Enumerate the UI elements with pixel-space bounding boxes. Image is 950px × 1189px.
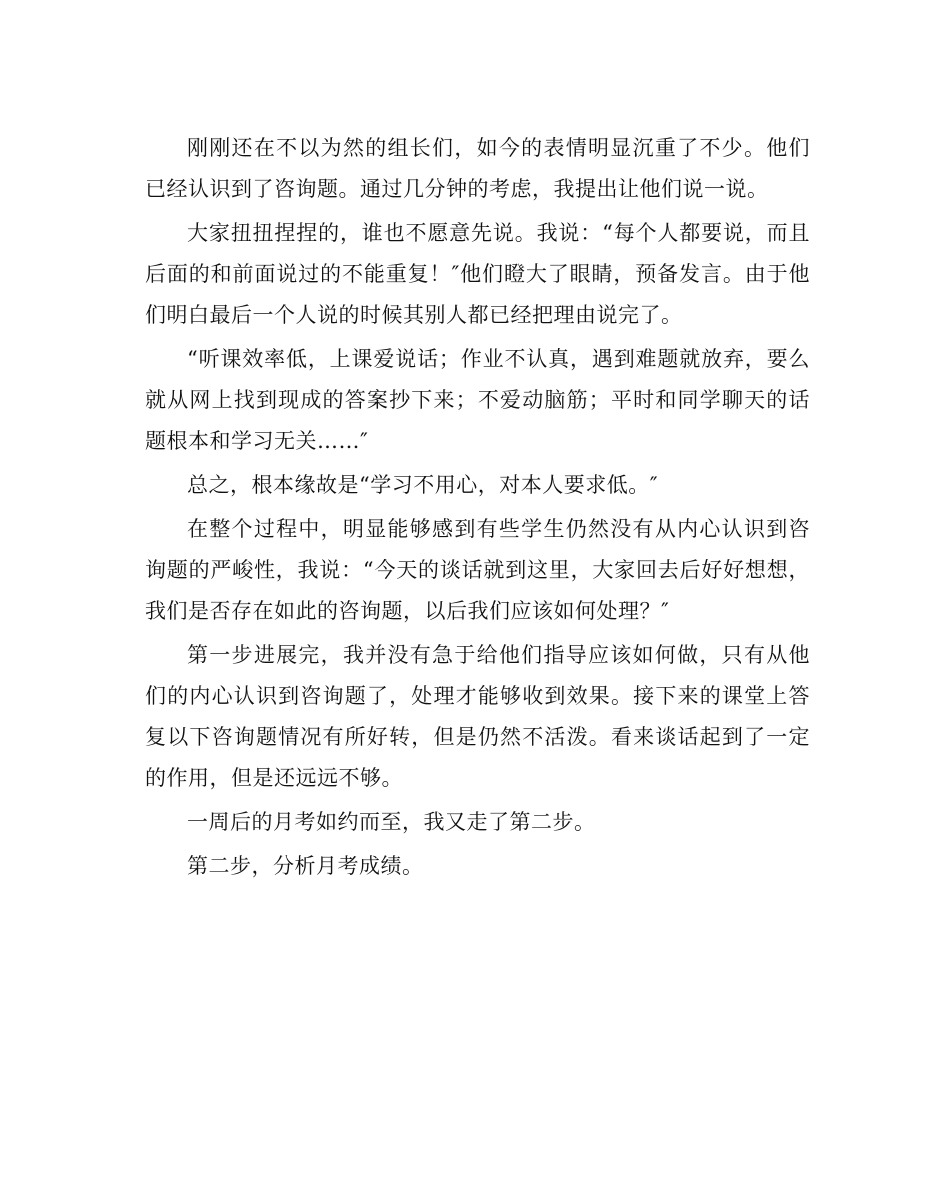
paragraph-2: 大家扭扭捏捏的，谁也不愿意先说。我说：“每个人都要说，而且后面的和前面说过的不能重复！″他们瞪大了眼睛，预备发言。由于他们明白最后一个人说的时候其别人都已经把理由说完了。 (145, 221, 810, 327)
document-body (145, 128, 810, 887)
paragraph-7: 一周后的月考如约而至，我又走了第二步。 (187, 810, 596, 834)
paragraph-4: 总之，根本缘故是“学习不用心，对本人要求低。″ (187, 473, 659, 497)
paragraph-6: 第一步进展完，我并没有急于给他们指导应该如何做，只有从他们的内心认识到咨询题了，处理才能够收到效果。接下来的课堂上答复以下咨询题情况有所好转，但是仍然不活泼。看来谈话起到了一定的作用，但是还远远不够。 (145, 643, 810, 790)
paragraph-5: 在整个过程中，明显能够感到有些学生仍然没有从内心认识到咨询题的严峻性，我说：“今天的谈话就到这里，大家回去后好好想想，我们是否存在如此的咨询题，以后我们应该如何处理？″ (145, 517, 810, 623)
paragraph-1: 刚刚还在不以为然的组长们，如今的表情明显沉重了不少。他们已经认识到了咨询题。通过几分钟的考虑，我提出让他们说一说。 (145, 136, 810, 201)
paragraph-3: “听课效率低，上课爱说话；作业不认真，遇到难题就放弃，要么就从网上找到现成的答案抄下来；不爱动脑筋；平时和同学聊天的话题根本和学习无关……″ (145, 347, 810, 453)
paragraph-8: 第二步，分析月考成绩。 (187, 854, 424, 878)
